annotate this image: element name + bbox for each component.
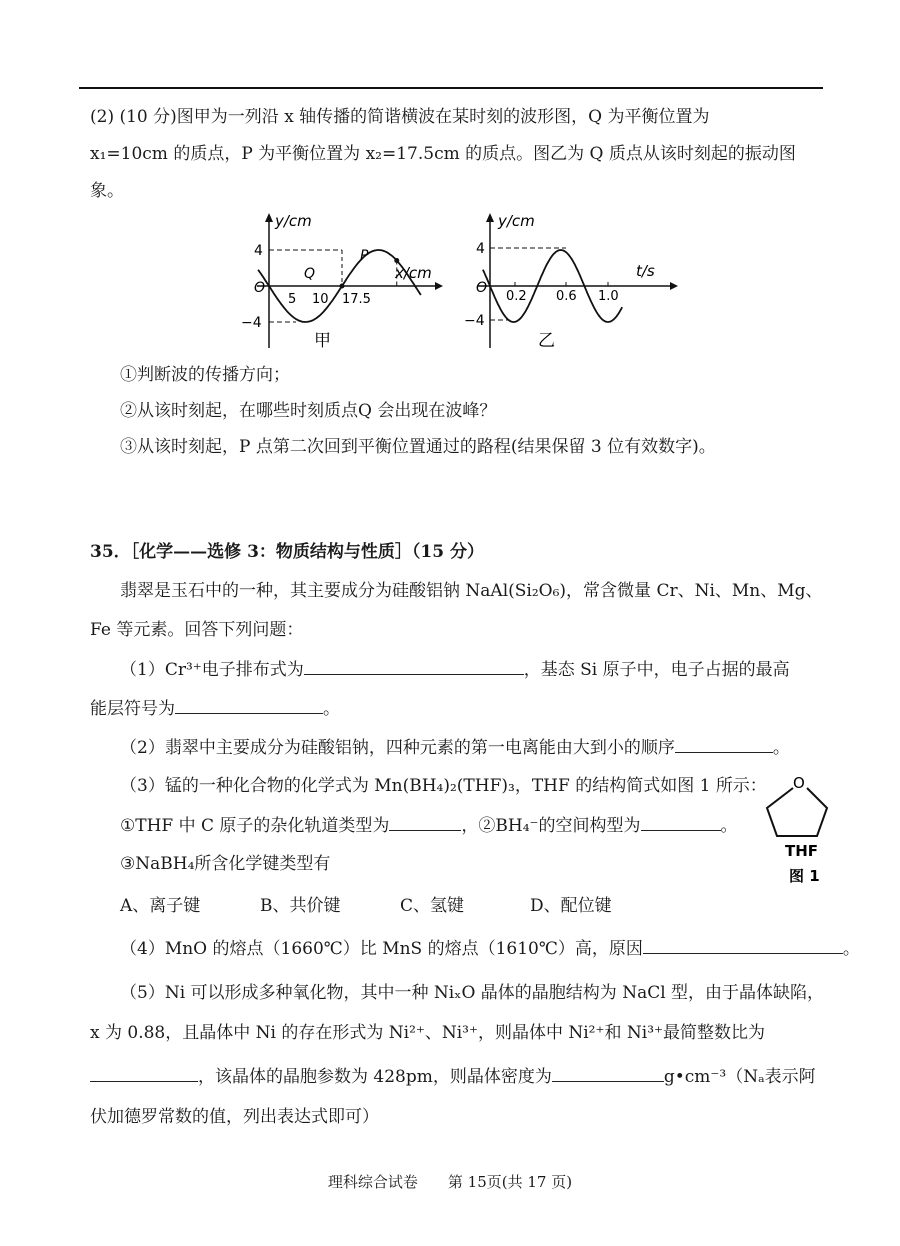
chem-q1-line-2 [90,697,830,720]
chem-options [120,895,860,917]
chem-q2-b: 。 [772,738,790,758]
chem-q3-1a: ①THF 中 C 原子的杂化轨道类型为 [120,816,390,836]
chem-q5-a: （5）Ni 可以形成多种氧化物，其中一种 NiₓO 晶体的晶胞结构为 NaCl 型，由于晶体缺陷， [120,983,825,1003]
option-c: C、氢键 [400,896,465,916]
chem-q4-a: （4）MnO 的熔点（1660℃）比 MnS 的熔点（1610℃）高，原因 [120,939,643,959]
yi-caption: 乙 [538,331,555,351]
thf-ring [767,788,827,836]
yi-ttick-10: 1.0 [598,289,619,304]
jia-label-q: Q [304,266,316,282]
chem-q3-1c: 。 [720,816,738,836]
jia-xtick-17-5: 17.5 [342,292,371,307]
chem-q3: （3）锰的一种化合物的化学式为 Mn(BH₄)₂(THF)₃，THF 的结构简式如图 1 所示： [120,776,767,796]
chem-q1-line [120,658,860,681]
yi-tick-4: 4 [476,241,485,257]
answer-blank-bh4-shape[interactable] [641,814,721,831]
physics-q2: ②从该时刻起，在哪些时刻质点Q 会出现在波峰？ [120,401,497,421]
jia-origin: O [254,280,266,296]
physics-q1: ①判断波的传播方向； [120,365,290,385]
jia-xtick-10: 10 [312,292,329,307]
jia-xtick-5: 5 [288,292,297,307]
option-d: D、配位键 [530,896,612,916]
yi-tick-neg4: −4 [464,313,485,329]
chem-intro-1: 翡翠是玉石中的一种，其主要成分为硅酸铝钠 NaAl(Si₂O₆)，常含微量 Cr、Ni、Mn、Mg、 [120,581,823,601]
chem-q1-b: ，基态 Si 原子中，电子占据的最高 [523,660,790,680]
jia-point-q [340,284,345,289]
physics-stem-2: x₁=10cm 的质点，P 为平衡位置为 x₂=17.5cm 的质点。图乙为 Q 质点从该时刻起的振动图 [90,144,796,164]
chem-heading: 35．［化学——选修 3：物质结构与性质］（15 分） [90,542,484,562]
jia-point-p [394,258,399,263]
yi-origin: O [476,280,488,296]
yi-ttick-02: 0.2 [506,289,527,304]
yi-x-arrow [670,282,678,290]
top-rule [79,87,823,89]
chem-q4-line [120,937,860,960]
wave-graph-jia [230,208,450,353]
chem-q5-line-3 [90,1065,830,1088]
physics-q3: ③从该时刻起，P 点第二次回到平衡位置通过的路程(结果保留 3 位有效数字)。 [120,437,716,457]
answer-blank-melting-reason[interactable] [643,937,843,954]
physics-stem-3: 象。 [90,181,124,201]
jia-y-arrow [265,213,273,222]
figure-1-label: 图 1 [789,867,820,885]
yi-xlabel: t/s [636,262,655,280]
thf-oxygen-label: O [793,774,805,792]
chem-intro-2: Fe 等元素。回答下列问题： [90,620,304,640]
chem-q5-d: g•cm⁻³（Nₐ表示阿 [663,1067,816,1087]
answer-blank-ni-ratio[interactable] [90,1065,198,1082]
vibration-graph-yi [460,208,700,353]
page-footer: 理科综合试卷 第 15页(共 17 页) [327,1173,573,1191]
jia-xlabel: x/cm [395,264,432,282]
yi-y-arrow [486,213,494,222]
physics-stem-1: (2) (10 分)图甲为一列沿 x 轴传播的简谐横波在某时刻的波形图，Q 为平衡位置为 [90,107,710,127]
chem-q2-a: （2）翡翠中主要成分为硅酸铝钠，四种元素的第一电离能由大到小的顺序 [120,738,675,758]
chem-q1-c: 能层符号为 [90,699,175,719]
chem-q5-c: ，该晶体的晶胞参数为 428pm，则晶体密度为 [198,1067,552,1087]
chem-q3-1b: ，②BH₄⁻的空间构型为 [461,816,641,836]
jia-label-p: P [360,248,369,264]
jia-tick-neg4: −4 [241,315,262,331]
option-b: B、共价键 [260,896,341,916]
thf-label: THF [785,842,819,860]
chem-q3-3: ③NaBH₄所含化学键类型有 [120,854,331,874]
jia-ylabel: y/cm [275,212,312,230]
jia-tick-4: 4 [254,243,263,259]
option-a: A、离子键 [120,896,201,916]
chem-q5-b: x 为 0.88，且晶体中 Ni 的存在形式为 Ni²⁺、Ni³⁺，则晶体中 Ni²⁺和 Ni³⁺最简整数比为 [90,1023,765,1043]
yi-ylabel: y/cm [498,212,535,230]
chem-q3-1-line [120,814,860,837]
thf-structure [755,768,845,888]
chem-q4-b: 。 [842,939,860,959]
yi-ttick-06: 0.6 [556,289,577,304]
chem-q2-line [120,736,860,759]
answer-blank-ionization-order[interactable] [675,736,773,753]
jia-caption: 甲 [314,331,331,351]
jia-x-arrow [435,282,443,290]
chem-q1-a: （1）Cr³⁺电子排布式为 [120,660,304,680]
answer-blank-hybridization[interactable] [389,814,461,831]
answer-blank-density[interactable] [552,1065,664,1082]
chem-q1-d: 。 [323,699,340,719]
answer-blank-cr-config[interactable] [304,658,524,675]
chem-q5-e: 伏加德罗常数的值，列出表达式即可） [90,1107,379,1127]
answer-blank-si-shell[interactable] [175,697,323,714]
